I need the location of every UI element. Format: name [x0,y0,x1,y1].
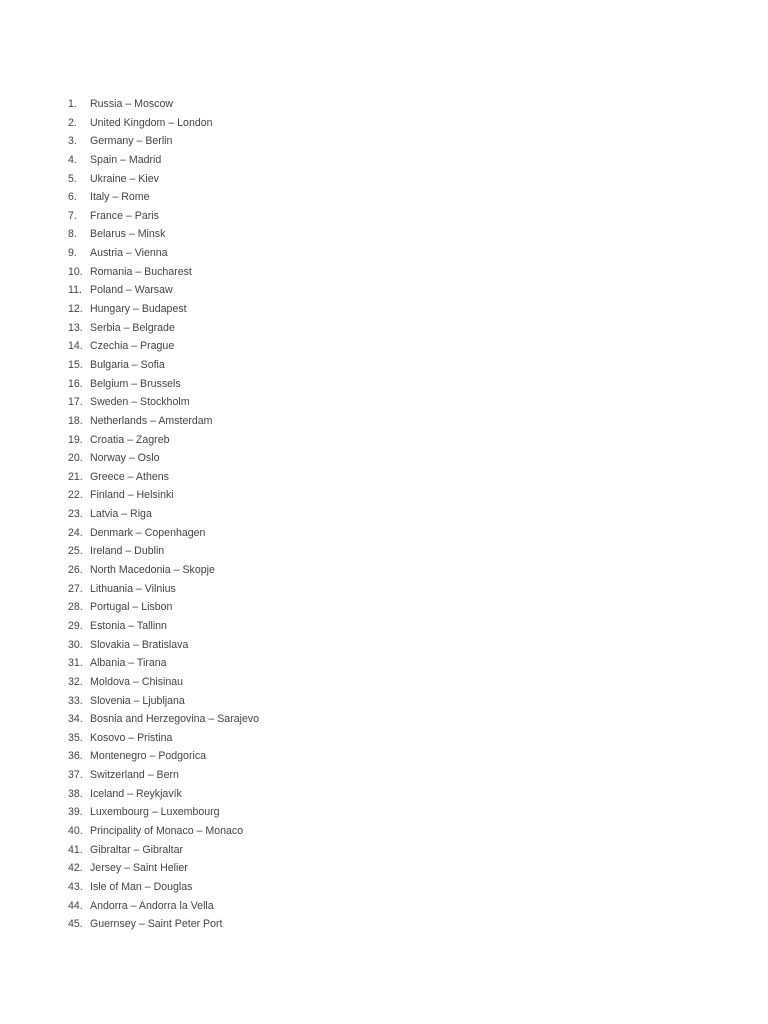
list-item-text: Croatia – Zagreb [90,433,170,446]
list-item [68,375,259,394]
list-item [68,785,259,804]
list-item [68,449,259,468]
list-item-number: 33. [68,694,83,707]
list-item-text: United Kingdom – London [90,116,213,129]
list-item-text: Sweden – Stockholm [90,396,190,409]
list-item-number: 8. [68,228,77,241]
list-item [68,486,259,505]
list-item-number: 40. [68,824,83,837]
list-item-text: Estonia – Tallinn [90,619,167,632]
list-item [68,654,259,673]
list-item-number: 22. [68,489,83,502]
list-item-number: 36. [68,750,83,763]
list-item-text: Ireland – Dublin [90,545,165,558]
list-item-text: Lithuania – Vilnius [90,582,176,595]
list-item-number: 12. [68,303,83,316]
list-item-number: 13. [68,321,83,334]
list-item-text: Netherlands – Amsterdam [90,414,213,427]
list-item [68,188,259,207]
list-item-text: Austria – Vienna [90,247,168,260]
list-item-number: 7. [68,209,77,222]
list-item [68,598,259,617]
country-capital-list [68,95,259,934]
list-item-text: Finland – Helsinki [90,489,174,502]
list-item-text: Hungary – Budapest [90,303,187,316]
list-item-number: 27. [68,582,83,595]
list-item-text: Czechia – Prague [90,340,175,353]
list-item-text: Principality of Monaco – Monaco [90,824,244,837]
list-item-number: 45. [68,918,83,931]
list-item-number: 34. [68,713,83,726]
list-item-text: Bosnia and Herzegovina – Sarajevo [90,713,260,726]
list-item-number: 29. [68,619,83,632]
list-item-number: 32. [68,675,83,688]
list-item-number: 37. [68,769,83,782]
list-item-number: 14. [68,340,83,353]
list-item-text: Gibraltar – Gibraltar [90,843,184,856]
list-item-number: 10. [68,265,83,278]
list-item [68,132,259,151]
list-item-number: 31. [68,657,83,670]
list-item-text: Ukraine – Kiev [90,172,159,185]
list-item [68,337,259,356]
list-item-text: Iceland – Reykjavík [90,787,182,800]
list-item-number: 23. [68,508,83,521]
list-item-text: Italy – Rome [90,191,150,204]
list-item-number: 11. [68,284,82,297]
list-item [68,319,259,338]
list-item-text: France – Paris [90,209,159,222]
list-item-number: 3. [68,135,77,148]
list-item-number: 39. [68,806,83,819]
list-item-text: Latvia – Riga [90,508,152,521]
list-item [68,114,259,133]
list-item-text: Greece – Athens [90,470,169,483]
list-item [68,673,259,692]
list-item-number: 24. [68,526,83,539]
list-item [68,897,259,916]
list-item-text: Guernsey – Saint Peter Port [90,918,223,931]
list-item-number: 20. [68,452,83,465]
list-item-number: 42. [68,862,83,875]
list-item-text: Kosovo – Pristina [90,731,173,744]
list-item [68,468,259,487]
list-item [68,431,259,450]
list-item-number: 17. [68,396,83,409]
list-item-number: 2. [68,116,77,129]
list-item-text: Poland – Warsaw [90,284,173,297]
list-item [68,542,259,561]
list-item-text: Portugal – Lisbon [90,601,173,614]
list-item [68,692,259,711]
list-item [68,263,259,282]
list-item [68,300,259,319]
list-item-number: 35. [68,731,83,744]
list-item-number: 38. [68,787,83,800]
list-item [68,822,259,841]
list-item-number: 1. [68,98,77,110]
list-item-number: 28. [68,601,83,614]
list-item [68,95,259,114]
list-item-number: 19. [68,433,83,446]
list-item [68,617,259,636]
list-item-text: Montenegro – Podgorica [90,750,207,763]
list-item [68,766,259,785]
list-item [68,580,259,599]
list-item-text: Moldova – Chisinau [90,675,184,688]
list-item [68,505,259,524]
list-item-text: Luxembourg – Luxembourg [90,806,220,819]
list-item [68,636,259,655]
list-item [68,170,259,189]
list-item [68,151,259,170]
list-item-text: Romania – Bucharest [90,265,192,278]
list-item [68,803,259,822]
list-item [68,859,259,878]
list-item [68,915,259,934]
list-item-number: 16. [68,377,83,390]
list-item [68,710,259,729]
list-item-text: Denmark – Copenhagen [90,526,206,539]
list-item [68,747,259,766]
list-item-number: 5. [68,172,77,185]
list-item-text: Slovenia – Ljubljana [90,694,185,707]
list-item-text: Isle of Man – Douglas [90,880,193,893]
list-item-number: 18. [68,414,83,427]
list-item-number: 15. [68,358,83,371]
list-item-number: 26. [68,564,83,577]
list-item-number: 4. [68,153,77,166]
list-item-text: Albania – Tirana [90,657,167,670]
list-item-text: Belgium – Brussels [90,377,181,390]
list-item [68,524,259,543]
list-item [68,225,259,244]
list-item-number: 41. [68,843,83,856]
list-item-text: Norway – Oslo [90,452,160,465]
list-item [68,356,259,375]
list-item [68,878,259,897]
list-item-text: Switzerland – Bern [90,769,179,782]
list-item-text: Slovakia – Bratislava [90,638,189,651]
list-item-number: 44. [68,899,83,912]
list-item [68,841,259,860]
list-item-text: Serbia – Belgrade [90,321,175,334]
list-item-number: 30. [68,638,83,651]
list-item [68,412,259,431]
list-item-number: 43. [68,880,83,893]
list-item [68,561,259,580]
list-item [68,393,259,412]
list-item-number: 25. [68,545,83,558]
list-item [68,244,259,263]
list-item-text: Germany – Berlin [90,135,173,148]
list-item-text: Russia – Moscow [90,98,174,110]
list-item-number: 6. [68,191,77,204]
list-item-text: Andorra – Andorra la Vella [90,899,214,912]
list-item-number: 9. [68,247,77,260]
list-item-text: Jersey – Saint Helier [90,862,188,875]
list-item-text: Spain – Madrid [90,153,162,166]
list-item-text: North Macedonia – Skopje [90,564,215,577]
list-item-number: 21. [68,470,83,483]
list-item [68,281,259,300]
list-item [68,729,259,748]
list-item [68,207,259,226]
list-item-text: Belarus – Minsk [90,228,166,241]
list-item-text: Bulgaria – Sofia [90,358,165,371]
